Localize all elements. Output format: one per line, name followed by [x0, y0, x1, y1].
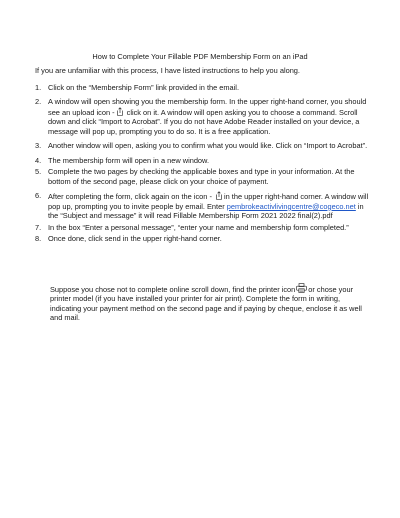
- step-7: [35, 223, 375, 232]
- email-link[interactable]: pembrokeactivlivingcentre@cogeco.net: [226, 201, 356, 211]
- step-number: 7.: [35, 222, 42, 232]
- step-text: Click on the “Membership Form” link provided in the email.: [48, 83, 239, 92]
- upload-icon: [116, 107, 124, 116]
- steps-list: [35, 83, 375, 246]
- step-text: After completing the form, click again on the icon -: [48, 192, 214, 202]
- step-4: [35, 156, 375, 165]
- printer-icon: [296, 283, 307, 293]
- step-number: 5.: [35, 167, 42, 177]
- step-body: [48, 191, 375, 220]
- step-number: 4.: [35, 155, 42, 165]
- step-text: Another window will open, asking you to confirm what you would like. Click on “Import to Acrobat”.: [48, 141, 368, 151]
- step-text: Complete the two pages by checking the applicable boxes and type in your information. At the bottom of the second page, please click on your choice of payment.: [48, 167, 355, 186]
- step-number: 6.: [35, 191, 42, 201]
- document-title: How to Complete Your Fillable PDF Membership Form on an iPad: [92, 52, 308, 61]
- step-text: Once done, click send in the upper right-hand corner.: [48, 234, 222, 244]
- step-text: click on it. A window will open asking you to choose a command. Scroll down and click “Import to Acrobat”. If you do not have Adobe Reader installed on your device, a message will pop up, prompting you to do so. It is a free application.: [48, 107, 360, 136]
- step-6: [35, 191, 375, 220]
- step-5: [35, 167, 375, 186]
- print-instructions: [50, 283, 365, 323]
- step-body: [48, 97, 375, 136]
- step-text: In the box “Enter a personal message”, “enter your name and membership form completed.”: [48, 222, 349, 232]
- upload-icon: [215, 191, 223, 200]
- step-2: [35, 97, 375, 136]
- step-text: A window will open showing you the membership form. In the upper right-hand corner, you should see an upload icon -: [48, 97, 367, 117]
- step-8: [35, 234, 375, 243]
- step-number: 1.: [35, 83, 42, 92]
- step-text: in the “Subject and message” it will read Fillable Membership Form 2021 2022 final(2).pdf: [48, 201, 364, 221]
- print-text: Suppose you chose not to complete online scroll down, find the printer icon: [50, 285, 296, 294]
- step-number: 8.: [35, 234, 42, 244]
- intro-text: If you are unfamiliar with this process, I have listed instructions to help you along.: [35, 66, 300, 75]
- print-text: or chose your printer model (if you have installed your printer for air print). Complete the form in writing, indicating your payment method on the second page and if paying by cheque, enclose it as well and mail.: [50, 285, 362, 323]
- step-text: in the upper right-hand corner. A window will pop up, prompting you to invite people by email. Enter: [48, 192, 369, 211]
- step-number: 2.: [35, 97, 42, 107]
- step-1: [35, 83, 375, 92]
- step-number: 3.: [35, 141, 42, 151]
- step-text: The membership form will open in a new window.: [48, 155, 210, 165]
- step-3: [35, 141, 375, 150]
